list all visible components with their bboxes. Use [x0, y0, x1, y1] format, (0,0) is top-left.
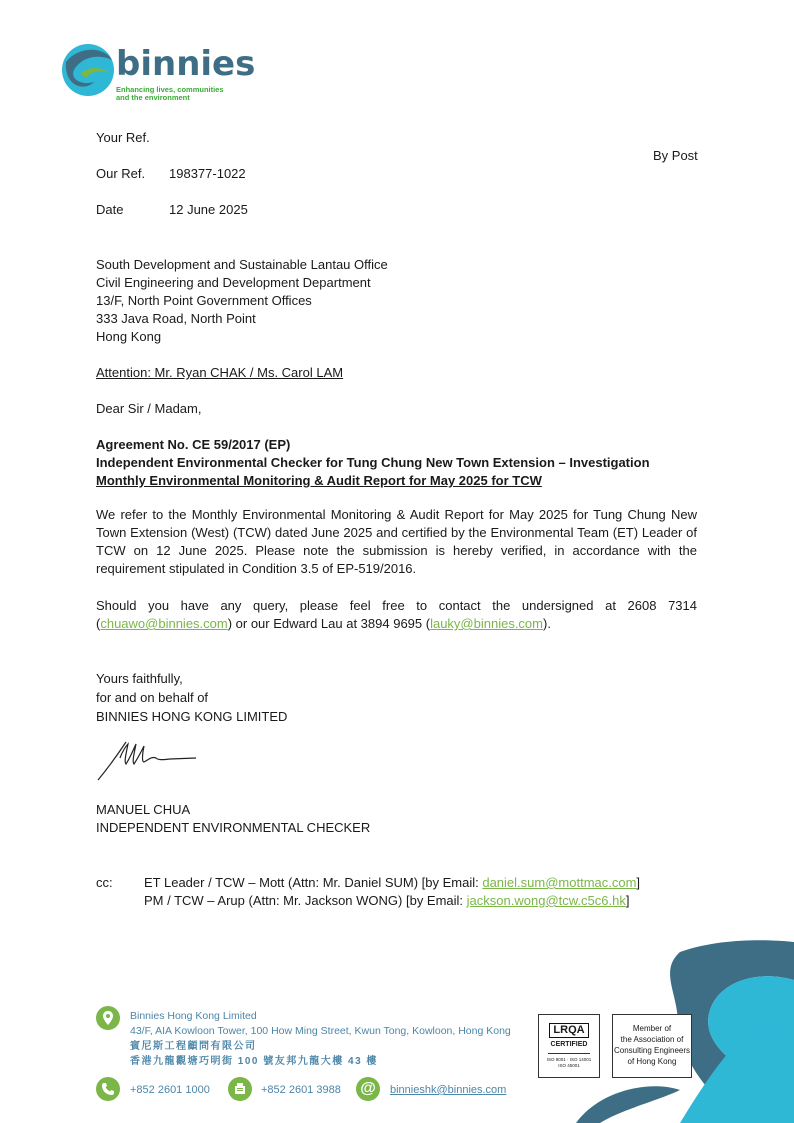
- footer-company-zh: 賓尼斯工程顧問有限公司: [130, 1041, 257, 1052]
- fax-icon: [228, 1077, 252, 1101]
- cc-row-2: [144, 892, 629, 910]
- address-line: Civil Engineering and Development Department: [96, 275, 371, 290]
- cc-text: ]: [625, 893, 630, 908]
- lrqa-certified-badge: [538, 1014, 600, 1078]
- member-line: Consulting Engineers: [613, 1046, 691, 1055]
- tagline-line-1: Enhancing lives, communities: [116, 85, 224, 94]
- footer-phone: +852 2601 1000: [130, 1084, 210, 1096]
- email-link-chuawo[interactable]: chuawo@binnies.com: [100, 616, 228, 631]
- date-value: 12 June 2025: [169, 202, 248, 217]
- company-logo: [60, 40, 260, 106]
- cert-title: LRQA: [549, 1023, 589, 1038]
- at-icon: @: [356, 1077, 380, 1101]
- subject-report: Monthly Environmental Monitoring & Audit Report for May 2025 for TCW: [96, 473, 542, 488]
- cc-text: ET Leader / TCW – Mott (Attn: Mr. Daniel SUM) [by Email:: [144, 875, 483, 890]
- logo-swirl-icon: [60, 40, 116, 100]
- logo-tagline: [116, 86, 224, 102]
- closing-company: BINNIES HONG KONG LIMITED: [96, 709, 288, 724]
- member-line: Member of: [632, 1024, 672, 1033]
- footer-address-block: [130, 1009, 511, 1069]
- cc-row-1: [144, 874, 640, 892]
- signature-icon: [96, 738, 200, 784]
- signatory-title: INDEPENDENT ENVIRONMENTAL CHECKER: [96, 820, 371, 835]
- signatory-name: MANUEL CHUA: [96, 802, 191, 817]
- para2-text: Should you have any query, please feel free to contact the undersigned at 2608 7314 (: [96, 598, 697, 631]
- email-link-lauky[interactable]: lauky@binnies.com: [430, 616, 543, 631]
- acehk-member-badge: [612, 1014, 692, 1078]
- cc-text: ]: [636, 875, 641, 890]
- tagline-line-2: and the environment: [116, 93, 190, 102]
- member-line: of Hong Kong: [627, 1057, 677, 1066]
- para2-text: ).: [543, 616, 551, 631]
- our-ref-label: Our Ref.: [96, 166, 146, 181]
- cc-label: cc:: [96, 875, 113, 890]
- recipient-address: [96, 256, 388, 346]
- footer-company: Binnies Hong Kong Limited: [130, 1010, 257, 1022]
- body-paragraph-1: We refer to the Monthly Environmental Monitoring & Audit Report for May 2025 for Tung Chung New Town Extension (West) (TCW) dated June 2025 and certified by the Environmental Team (ET) Leader of TCW on 12 June 2025. Please note the submission is hereby verified, in accordance with the requirement stipulated in Condition 3.5 of EP-519/2016.: [96, 507, 697, 576]
- body-paragraph-2: [96, 597, 697, 633]
- phone-icon: [96, 1077, 120, 1101]
- attention-line: Attention: Mr. Ryan CHAK / Ms. Carol LAM: [96, 365, 344, 380]
- address-line: South Development and Sustainable Lantau Office: [96, 257, 388, 272]
- cert-iso-1: ISO 9001 · ISO 14001: [546, 1057, 592, 1062]
- our-ref-value: 198377-1022: [169, 166, 246, 181]
- footer-email-link[interactable]: binnieshk@binnies.com: [390, 1084, 507, 1096]
- salutation: Dear Sir / Madam,: [96, 401, 202, 416]
- cert-iso-2: ISO 45001: [558, 1063, 580, 1068]
- cc-email-link-1[interactable]: daniel.sum@mottmac.com: [482, 875, 637, 890]
- footer-address: 43/F, AIA Kowloon Tower, 100 How Ming Street, Kwun Tong, Kowloon, Hong Kong: [130, 1025, 511, 1037]
- closing-block: [96, 669, 287, 726]
- address-line: Hong Kong: [96, 329, 162, 344]
- address-line: 333 Java Road, North Point: [96, 311, 256, 326]
- cc-text: PM / TCW – Arup (Attn: Mr. Jackson WONG) [by Email:: [144, 893, 467, 908]
- address-line: 13/F, North Point Government Offices: [96, 293, 312, 308]
- para2-text: ) or our Edward Lau at 3894 9695 (: [227, 616, 431, 631]
- your-ref-label: Your Ref.: [96, 130, 150, 145]
- subject-block: [96, 436, 650, 490]
- location-pin-icon: [96, 1006, 120, 1030]
- logo-wordmark: binnies: [116, 44, 256, 84]
- delivery-method: By Post: [653, 148, 698, 163]
- date-label: Date: [96, 202, 124, 217]
- subject-title: Independent Environmental Checker for Tung Chung New Town Extension – Investigation: [96, 455, 650, 470]
- subject-agreement: Agreement No. CE 59/2017 (EP): [96, 437, 291, 452]
- closing-line: Yours faithfully,: [96, 671, 183, 686]
- closing-line: for and on behalf of: [96, 690, 209, 705]
- cc-email-link-2[interactable]: jackson.wong@tcw.c5c6.hk: [466, 893, 626, 908]
- cert-sub: CERTIFIED: [550, 1041, 588, 1048]
- footer-fax: +852 2601 3988: [261, 1084, 341, 1096]
- footer-address-zh: 香港九龍觀塘巧明街 100 號友邦九龍大樓 43 樓: [130, 1056, 378, 1067]
- signatory: [96, 801, 370, 837]
- member-line: the Association of: [620, 1035, 684, 1044]
